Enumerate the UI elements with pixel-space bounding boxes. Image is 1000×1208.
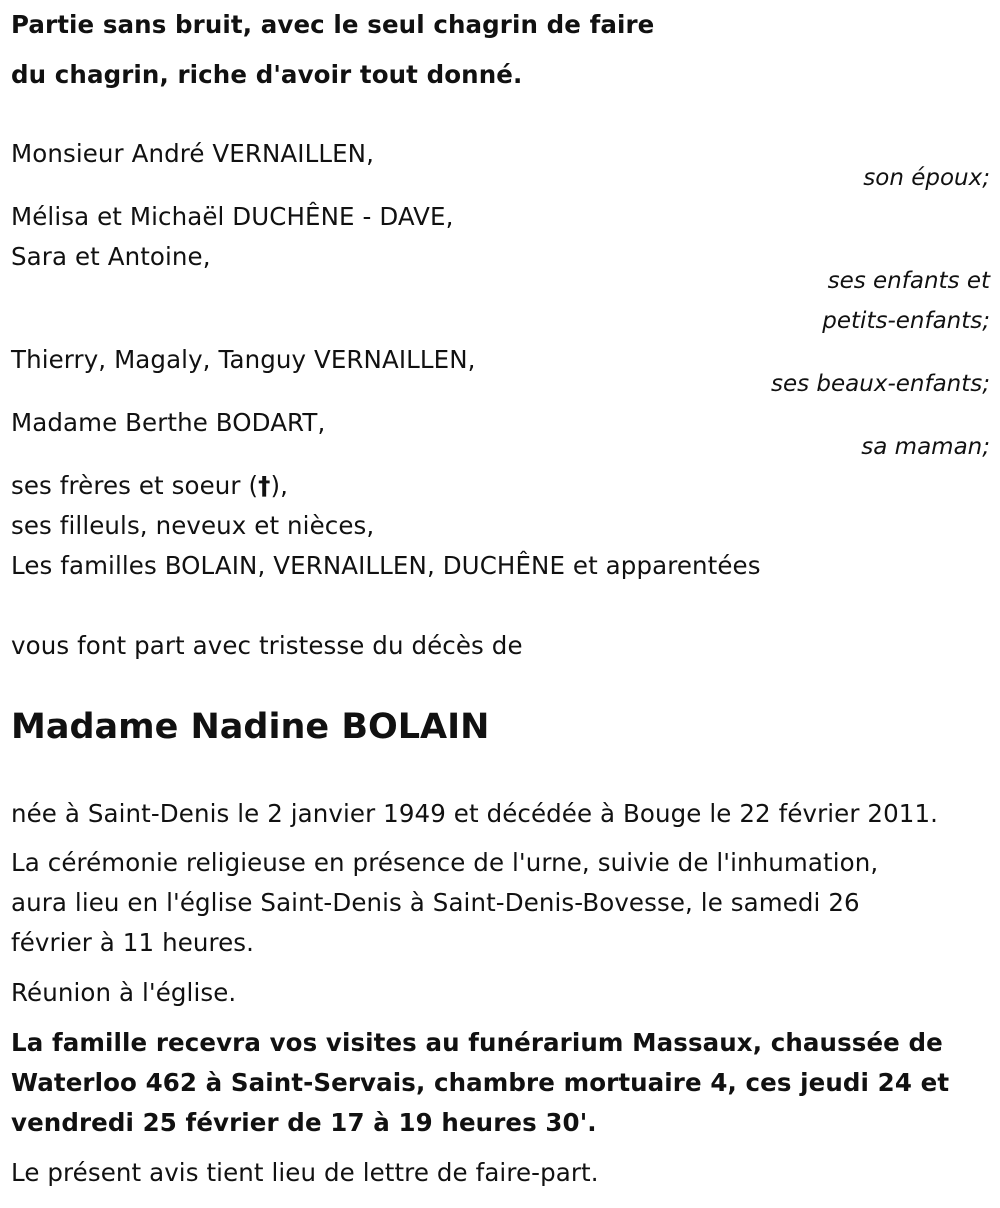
announcement-line: vous font part avec tristesse du décès de [11,631,523,660]
children-relation-line-1: ses enfants et [827,268,990,294]
spouse-name: Monsieur André VERNAILLEN, [11,139,374,168]
ceremony-line-3: février à 11 heures. [11,928,255,957]
ceremony-line-1: La cérémonie religieuse en présence de l'urne, suivie de l'inhumation, [11,848,879,877]
epigraph-line-2: du chagrin, riche d'avoir tout donné. [11,60,523,89]
siblings-prefix: ses frères et soeur ( [11,471,259,500]
inlaws-name: Thierry, Magaly, Tanguy VERNAILLEN, [11,345,476,374]
visits-line-3: vendredi 25 février de 17 à 19 heures 30'. [11,1108,597,1137]
spouse-relation: son époux; [863,165,990,191]
siblings-line [11,471,288,501]
birth-death-line: née à Saint-Denis le 2 janvier 1949 et décédée à Bouge le 22 février 2011. [11,799,939,828]
children-relation-line-2: petits-enfants; [822,308,990,334]
siblings-suffix: ), [270,471,289,500]
closing-line: Le présent avis tient lieu de lettre de faire-part. [11,1158,599,1187]
godchildren-line: ses filleuls, neveux et nièces, [11,511,375,540]
families-line: Les familles BOLAIN, VERNAILLEN, DUCHÊNE et apparentées [11,551,761,580]
epigraph-line-1: Partie sans bruit, avec le seul chagrin de faire [11,10,655,39]
visits-line-2: Waterloo 462 à Saint-Servais, chambre mortuaire 4, ces jeudi 24 et [11,1068,950,1097]
cross-icon: † [258,471,271,500]
children-line-1: Mélisa et Michaël DUCHÊNE - DAVE, [11,202,454,231]
children-line-2: Sara et Antoine, [11,242,211,271]
visits-line-1: La famille recevra vos visites au funérarium Massaux, chaussée de [11,1028,943,1057]
mother-name: Madame Berthe BODART, [11,408,326,437]
deceased-name: Madame Nadine BOLAIN [11,707,490,747]
ceremony-line-2: aura lieu en l'église Saint-Denis à Saint-Denis-Bovesse, le samedi 26 [11,888,860,917]
mother-relation: sa maman; [861,434,990,460]
inlaws-relation: ses beaux-enfants; [770,371,990,397]
reunion-line: Réunion à l'église. [11,978,237,1007]
